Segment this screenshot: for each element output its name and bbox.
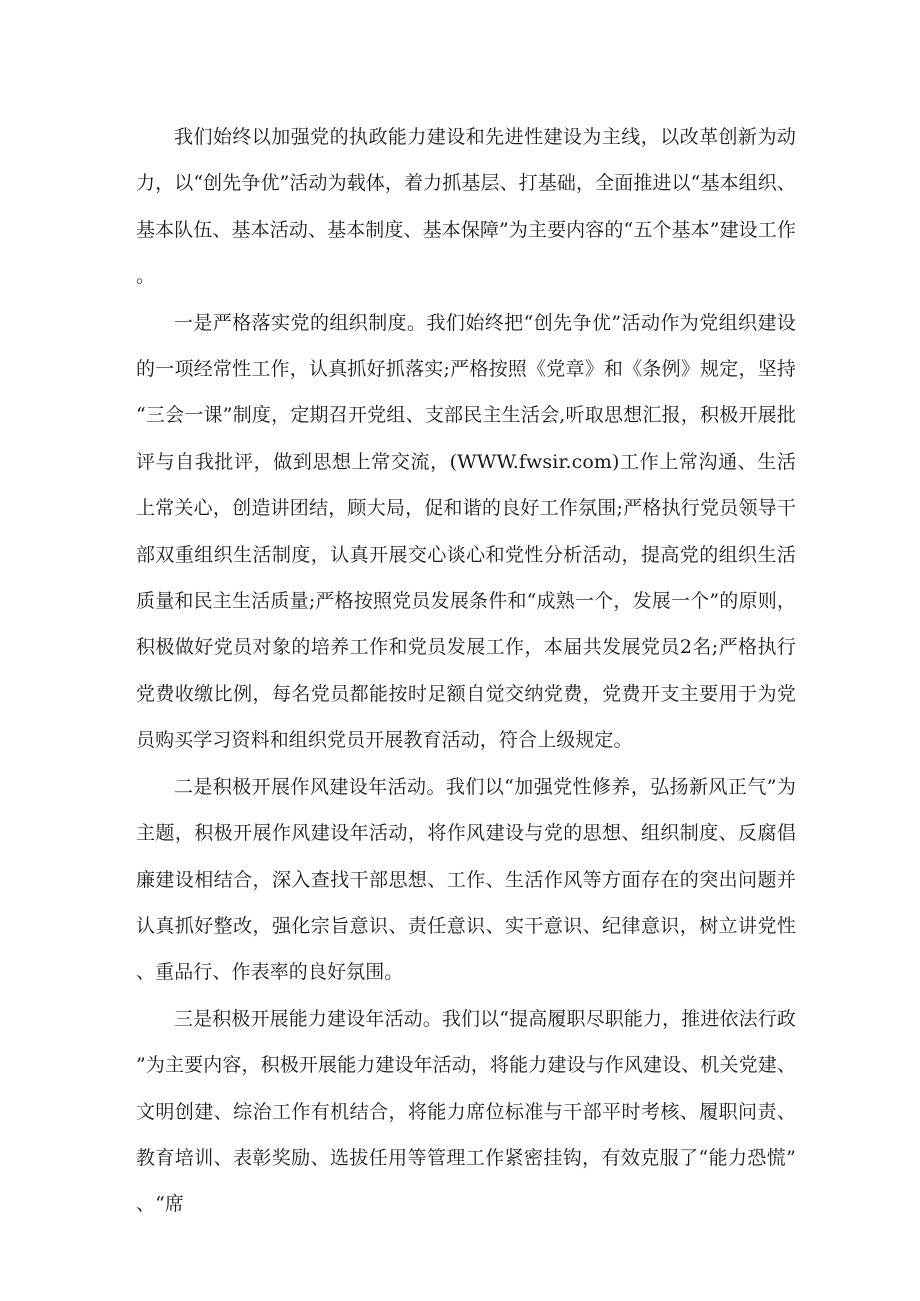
paragraph-capacity-building: 三是积极开展能力建设年活动。我们以“提高履职尽职能力，推进依法行政”为主要内容，积极开展能力建设年活动，将能力建设与作风建设、机关党建、文明创建、综治工作有机结合，将能力席位标准与干部平时考核、履职问责、教育培训、表彰奖励、选拔任用等管理工作紧密挂钩，有效克服了“能力恐慌”、“席 xyxy=(136,1007,796,1216)
paragraph-intro: 我们始终以加强党的执政能力建设和先进性建设为主线，以改革创新为动力，以“创先争优”活动为载体，着力抓基层、打基础，全面推进以“基本组织、基本队伍、基本活动、基本制度、基本保障”为主要内容的“五个基本”建设工作。 xyxy=(136,126,796,288)
document-body xyxy=(136,114,796,1228)
paragraph-work-style: 二是积极开展作风建设年活动。我们以“加强党性修养，弘扬新风正气”为主题，积极开展作风建设年活动，将作风建设与党的思想、组织制度、反腐倡廉建设相结合，深入查找干部思想、工作、生活作风等方面存在的突出问题并认真抓好整改，强化宗旨意识、责任意识、实干意识、纪律意识，树立讲党性、重品行、作表率的良好氛围。 xyxy=(136,775,796,984)
paragraph-organization-system: 一是严格落实党的组织制度。我们始终把“创先争优”活动作为党组织建设的一项经常性工作，认真抓好抓落实;严格按照《党章》和《条例》规定，坚持“三会一课”制度，定期召开党组、支部民主生活会,听取思想汇报，积极开展批评与自我批评，做到思想上常交流，(WWW.fwsir.com)工作上常沟通、生活上常关心，创造讲团结，顾大局，促和谐的良好工作氛围;严格执行党员领导干部双重组织生活制度，认真开展交心谈心和党性分析活动，提高党的组织生活质量和民主生活质量;严格按照党员发展条件和“成熟一个，发展一个”的原则，积极做好党员对象的培养工作和党员发展工作，本届共发展党员2名;严格执行党费收缴比例，每名党员都能按时足额自觉交纳党费，党费开支主要用于为党员购买学习资料和组织党员开展教育活动，符合上级规定。 xyxy=(136,311,796,752)
